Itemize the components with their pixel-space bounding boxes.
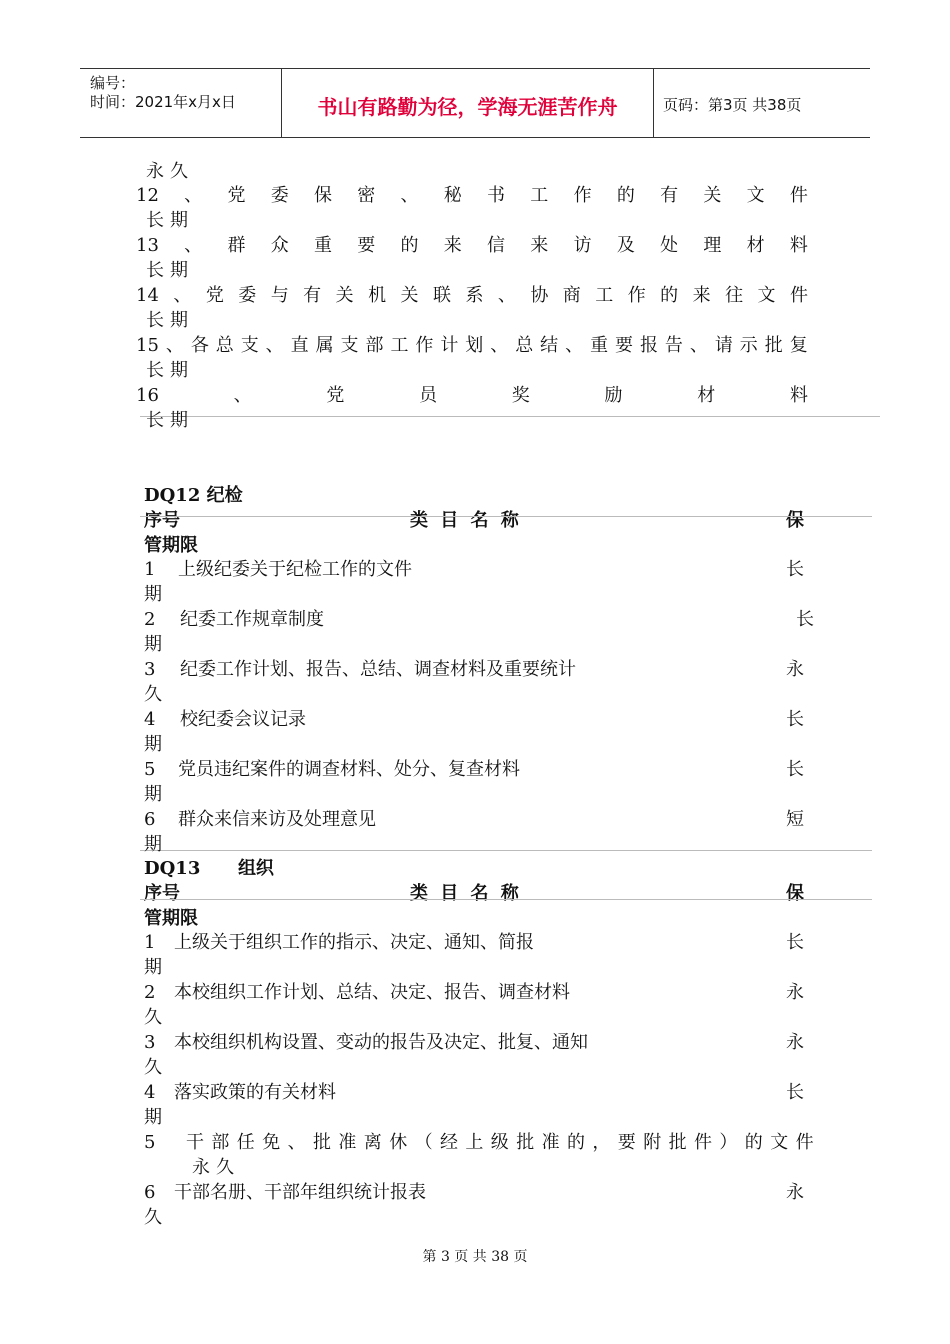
- list-item-char: 料: [789, 235, 808, 256]
- list-item-char: 协: [530, 285, 549, 306]
- list-item-char: 、: [184, 185, 203, 206]
- row-name: 纪委工作规章制度: [180, 609, 324, 630]
- list-item-char: 材: [746, 235, 765, 256]
- list-item-char: 访: [573, 235, 592, 256]
- list-item-char: 、: [165, 335, 184, 356]
- list-item-char: 件: [789, 185, 808, 206]
- list-item-char: 重: [313, 235, 332, 256]
- list-item-char: 工: [530, 185, 549, 206]
- list-item-char: 保: [313, 185, 332, 206]
- list-item-char: 文: [746, 185, 765, 206]
- list-item-char: 关: [400, 285, 419, 306]
- row-term-part: 期: [144, 957, 162, 978]
- list-item-char: 16: [136, 385, 159, 406]
- list-item-char: 奖: [511, 385, 530, 406]
- list-item-char: 料: [789, 385, 808, 406]
- row-term-part: 久: [144, 1007, 162, 1028]
- list-item-char: 请: [714, 335, 733, 356]
- list-item-char: 复: [789, 335, 808, 356]
- list-item-char: 重: [590, 335, 609, 356]
- row-number: 5: [144, 759, 156, 780]
- column-header-name: 类 目 名 称: [410, 883, 519, 904]
- list-item-char: 处: [660, 235, 679, 256]
- list-item-char: 有: [660, 185, 679, 206]
- row-number: 2: [144, 982, 156, 1003]
- column-header-name: 类 目 名 称: [410, 510, 519, 531]
- row-name: 干部名册、干部年组织统计报表: [174, 1182, 426, 1203]
- row-term-part: 长: [796, 609, 814, 630]
- row-number: 6: [144, 809, 156, 830]
- list-item-char: 励: [604, 385, 623, 406]
- row-term-part: 永: [786, 1032, 804, 1053]
- list-item-char: 文: [757, 285, 776, 306]
- divider: [140, 516, 872, 517]
- list-item-char: 的: [400, 235, 419, 256]
- list-item-char: 13: [136, 235, 159, 256]
- list-item-char: 、: [173, 285, 192, 306]
- list-item-char: 支: [340, 335, 359, 356]
- header-middle-cell: [282, 69, 654, 137]
- list-item-char: 书: [487, 185, 506, 206]
- list-item-char: 属: [315, 335, 334, 356]
- list-item-char: 件: [789, 285, 808, 306]
- list-item-term: 长期: [146, 360, 194, 381]
- list-item-char: 总: [215, 335, 234, 356]
- list-item-char: 委: [238, 285, 257, 306]
- list-item-char: 关: [335, 285, 354, 306]
- list-item-char: 党: [326, 385, 345, 406]
- row-number: 3: [144, 659, 156, 680]
- row-term-part: 期: [144, 784, 162, 805]
- list-item: [136, 234, 808, 258]
- motto: 书山有路勤为径，学海无涯苦作舟: [317, 95, 618, 119]
- row-name: 校纪委会议记录: [180, 709, 306, 730]
- list-item-char: 作: [573, 185, 592, 206]
- list-item-char: 要: [615, 335, 634, 356]
- list-item-char: 及: [616, 235, 635, 256]
- row-name: 干部任免、批准离休（经上级批准的，要附批件）的文件: [186, 1132, 821, 1153]
- column-header-no: 序号: [144, 510, 180, 531]
- row-term-part: 期: [144, 584, 162, 605]
- number-label: 编号：: [90, 74, 136, 92]
- row-term-part: 久: [144, 1057, 162, 1078]
- list-item-char: 、: [497, 285, 516, 306]
- list-item-char: 的: [660, 285, 679, 306]
- row-number: 2: [144, 609, 156, 630]
- row-term-part: 期: [144, 834, 162, 855]
- row-name: 落实政策的有关材料: [174, 1082, 336, 1103]
- list-item-char: 关: [703, 185, 722, 206]
- row-name: 纪委工作计划、报告、总结、调查材料及重要统计: [180, 659, 576, 680]
- row-number: 6: [144, 1182, 156, 1203]
- list-item: [136, 284, 808, 308]
- list-item-char: 、: [265, 335, 284, 356]
- list-item-char: 工: [390, 335, 409, 356]
- row-name: 本校组织机构设置、变动的报告及决定、批复、通知: [174, 1032, 588, 1053]
- list-item-char: 、: [689, 335, 708, 356]
- list-item-term: 长期: [146, 310, 194, 331]
- list-item-char: 系: [465, 285, 484, 306]
- list-item-char: 部: [365, 335, 384, 356]
- row-number: 5: [144, 1132, 156, 1153]
- list-item-term: 长期: [146, 210, 194, 231]
- list-item-char: 党: [227, 185, 246, 206]
- row-term-part: 长: [786, 709, 804, 730]
- row-term-part: 永久: [192, 1157, 240, 1178]
- list-item-term: 长期: [146, 260, 194, 281]
- list-item: [136, 384, 808, 408]
- list-item-char: 12: [136, 185, 159, 206]
- list-item-char: 、: [233, 385, 252, 406]
- list-item-char: 15: [136, 335, 159, 356]
- row-term-part: 久: [144, 684, 162, 705]
- list-item-char: 秘: [443, 185, 462, 206]
- column-header-term: 管期限: [144, 908, 198, 929]
- row-number: 1: [144, 932, 156, 953]
- divider: [140, 416, 880, 417]
- list-item-char: 委: [270, 185, 289, 206]
- column-header-keep: 保: [786, 883, 804, 904]
- list-item-char: 、: [400, 185, 419, 206]
- row-term-part: 长: [786, 559, 804, 580]
- list-item-char: 批: [764, 335, 783, 356]
- list-item-char: 工: [595, 285, 614, 306]
- prev-item-term: 永久: [146, 161, 194, 182]
- row-term-part: 永: [786, 982, 804, 1003]
- row-name: 上级纪委关于纪检工作的文件: [178, 559, 412, 580]
- list-item-char: 的: [616, 185, 635, 206]
- header-left-cell: [80, 69, 282, 137]
- list-item: [136, 184, 808, 208]
- list-item-char: 要: [357, 235, 376, 256]
- list-item-char: 、: [184, 235, 203, 256]
- row-term-part: 永: [786, 1182, 804, 1203]
- row-name: 本校组织工作计划、总结、决定、报告、调查材料: [174, 982, 570, 1003]
- row-term-part: 永: [786, 659, 804, 680]
- divider: [140, 850, 872, 851]
- list-item-char: 报: [639, 335, 658, 356]
- list-item-char: 告: [664, 335, 683, 356]
- list-item-char: 商: [562, 285, 581, 306]
- list-item-char: 理: [703, 235, 722, 256]
- list-item-char: 众: [270, 235, 289, 256]
- row-number: 4: [144, 1082, 156, 1103]
- list-item-char: 来: [530, 235, 549, 256]
- list-item-char: 支: [240, 335, 259, 356]
- row-term-part: 期: [144, 1107, 162, 1128]
- column-header-no: 序号: [144, 883, 180, 904]
- list-item-char: 划: [465, 335, 484, 356]
- row-name: 群众来信来访及处理意见: [178, 809, 376, 830]
- page-info: 页码：第3页 共38页: [663, 96, 802, 114]
- list-item-char: 往: [725, 285, 744, 306]
- list-item-char: 群: [227, 235, 246, 256]
- list-item-char: 各: [190, 335, 209, 356]
- section-title: DQ12 纪检: [144, 485, 243, 506]
- row-number: 4: [144, 709, 156, 730]
- row-term-part: 长: [786, 932, 804, 953]
- list-item-char: 与: [270, 285, 289, 306]
- row-term-part: 久: [144, 1207, 162, 1228]
- row-term-part: 长: [786, 759, 804, 780]
- list-item-char: 机: [368, 285, 387, 306]
- row-number: 1: [144, 559, 156, 580]
- list-item-char: 员: [419, 385, 438, 406]
- list-item-char: 来: [443, 235, 462, 256]
- list-item-char: 结: [540, 335, 559, 356]
- list-item-char: 、: [490, 335, 509, 356]
- row-number: 3: [144, 1032, 156, 1053]
- row-term-part: 短: [786, 809, 804, 830]
- list-item-char: 作: [415, 335, 434, 356]
- section-title: DQ13 组织: [144, 858, 274, 879]
- page-footer: 第 3 页 共 38 页: [422, 1249, 528, 1265]
- row-name: 党员违纪案件的调查材料、处分、复查材料: [178, 759, 520, 780]
- list-item-char: 联: [432, 285, 451, 306]
- row-term-part: 长: [786, 1082, 804, 1103]
- list-item-term: 长期: [146, 410, 194, 431]
- list-item: [136, 334, 808, 358]
- list-item-char: 示: [739, 335, 758, 356]
- list-item-char: 信: [487, 235, 506, 256]
- header-right-cell: [654, 69, 870, 137]
- row-term-part: 期: [144, 634, 162, 655]
- column-header-term: 管期限: [144, 535, 198, 556]
- list-item-char: 计: [440, 335, 459, 356]
- list-item-char: 党: [205, 285, 224, 306]
- column-header-keep: 保: [786, 510, 804, 531]
- row-term-part: 期: [144, 734, 162, 755]
- list-item-char: 有: [303, 285, 322, 306]
- list-item-char: 来: [692, 285, 711, 306]
- list-item-char: 14: [136, 285, 159, 306]
- page-header: [80, 68, 870, 138]
- list-item-char: 材: [697, 385, 716, 406]
- row-name: 上级关于组织工作的指示、决定、通知、简报: [174, 932, 534, 953]
- time-label: 时间：2021年x月x日: [90, 93, 236, 111]
- divider: [140, 899, 872, 900]
- list-item-char: 总: [515, 335, 534, 356]
- list-item-char: 密: [357, 185, 376, 206]
- list-item-char: 直: [290, 335, 309, 356]
- list-item-char: 、: [565, 335, 584, 356]
- list-item-char: 作: [627, 285, 646, 306]
